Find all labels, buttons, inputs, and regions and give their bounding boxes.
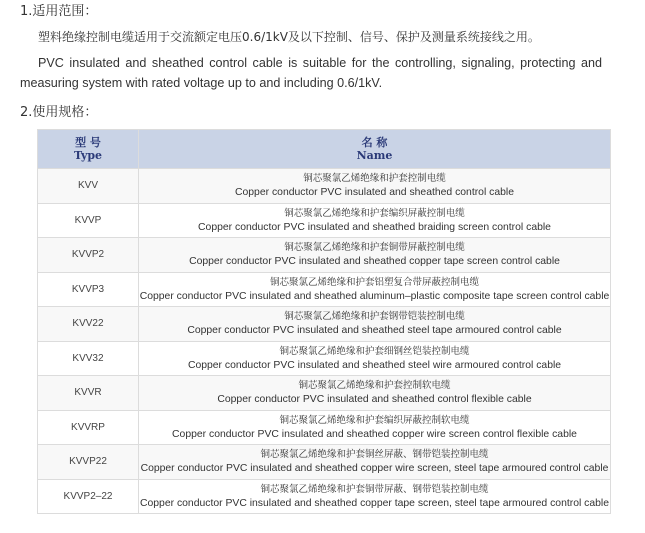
table-row <box>38 445 611 480</box>
header-name-cn: 名 称 <box>361 136 388 149</box>
scope-text-chinese: 塑料绝缘控制电缆适用于交流额定电压0.6/1kV及以下控制、信号、保护及测量系统接线之用。 <box>38 30 540 44</box>
cable-name-en: Copper conductor PVC insulated and sheathed control cable <box>235 187 514 199</box>
header-type <box>38 130 139 169</box>
table-row <box>38 307 611 342</box>
cable-type-cell: KVVP2–22 <box>38 479 139 514</box>
cable-type-cell: KVVP <box>38 203 139 238</box>
cable-name-cell <box>139 341 611 376</box>
cable-type-cell: KVV32 <box>38 341 139 376</box>
cable-name-cn: 铜芯聚氯乙烯绝缘和护套编织屏蔽控制软电缆 <box>279 414 470 426</box>
table-row <box>38 479 611 514</box>
cable-name-cell <box>139 238 611 273</box>
header-type-en: Type <box>73 149 103 162</box>
cable-type-cell: KVVRP <box>38 410 139 445</box>
cable-name-cell <box>139 445 611 480</box>
cable-name-en: Copper conductor PVC insulated and sheathed braiding screen control cable <box>198 221 551 233</box>
table-row <box>38 272 611 307</box>
cable-name-cn: 铜芯聚氯乙烯绝缘和护套铝塑复合带屏蔽控制电缆 <box>269 276 479 288</box>
cable-type-cell: KVV <box>38 169 139 204</box>
cable-name-en: Copper conductor PVC insulated and sheathed aluminum–plastic composite tape screen control cable <box>139 290 610 302</box>
cable-name-en: Copper conductor PVC insulated and sheathed steel tape armoured control cable <box>187 325 562 337</box>
cable-name-cell <box>139 169 611 204</box>
cable-name-cn: 铜芯聚氯乙烯绝缘和护套控制软电缆 <box>298 380 451 392</box>
section-2-heading: 2.使用规格： <box>20 105 98 120</box>
cable-name-cell <box>139 479 611 514</box>
cable-name-en: Copper conductor PVC insulated and sheathed copper wire screen, steel tape armoured control cable <box>140 463 609 475</box>
scope-text-english <box>20 53 602 93</box>
cable-type-cell: KVVR <box>38 376 139 411</box>
cable-name-cell <box>139 376 611 411</box>
table-body <box>38 169 611 514</box>
table-row <box>38 169 611 204</box>
cable-type-cell: KVV22 <box>38 307 139 342</box>
cable-name-en: Copper conductor PVC insulated and sheathed copper wire screen control flexible cable <box>172 428 577 440</box>
section-1-heading: 1.适用范围： <box>20 4 98 19</box>
cable-type-cell: KVVP22 <box>38 445 139 480</box>
table-row <box>38 203 611 238</box>
cable-name-cn: 铜芯聚氯乙烯绝缘和护套铜带屏蔽控制电缆 <box>284 242 465 254</box>
cable-name-cn: 铜芯聚氯乙烯绝缘和护套细钢丝铠装控制电缆 <box>279 345 470 357</box>
cable-name-en: Copper conductor PVC insulated and sheathed control flexible cable <box>217 394 532 406</box>
header-name-en: Name <box>356 149 393 162</box>
cable-name-cell <box>139 272 611 307</box>
cable-name-en: Copper conductor PVC insulated and sheathed steel wire armoured control cable <box>187 359 562 371</box>
cable-name-cell <box>139 203 611 238</box>
table-header-row <box>38 130 611 169</box>
cable-name-en: Copper conductor PVC insulated and sheathed copper tape screen control cable <box>189 256 560 268</box>
cable-name-cn: 铜芯聚氯乙烯绝缘和护套控制电缆 <box>303 173 446 185</box>
header-name <box>139 130 611 169</box>
scope-text-english-content: PVC insulated and sheathed control cable is suitable for the controlling, signaling, protecting and measuring system with rated voltage up to and including 0.6/1kV. <box>20 56 602 90</box>
cable-name-cell <box>139 410 611 445</box>
cable-name-cn: 铜芯聚氯乙烯绝缘和护套钢带铠装控制电缆 <box>284 311 465 323</box>
table-row <box>38 410 611 445</box>
cable-name-cell <box>139 307 611 342</box>
header-type-cn: 型 号 <box>75 136 101 149</box>
cable-name-en: Copper conductor PVC insulated and sheathed copper tape screen, steel tape armoured control cable <box>139 497 610 509</box>
cable-type-cell: KVVP3 <box>38 272 139 307</box>
cable-type-cell: KVVP2 <box>38 238 139 273</box>
cable-name-cn: 铜芯聚氯乙烯绝缘和护套铜带屏蔽、钢带铠装控制电缆 <box>260 483 489 495</box>
cable-name-cn: 铜芯聚氯乙烯绝缘和护套编织屏蔽控制电缆 <box>284 207 465 219</box>
specification-table <box>37 129 611 514</box>
table-row <box>38 341 611 376</box>
table-row <box>38 376 611 411</box>
table-row <box>38 238 611 273</box>
cable-name-cn: 铜芯聚氯乙烯绝缘和护套铜丝屏蔽、钢带铠装控制电缆 <box>260 449 489 461</box>
